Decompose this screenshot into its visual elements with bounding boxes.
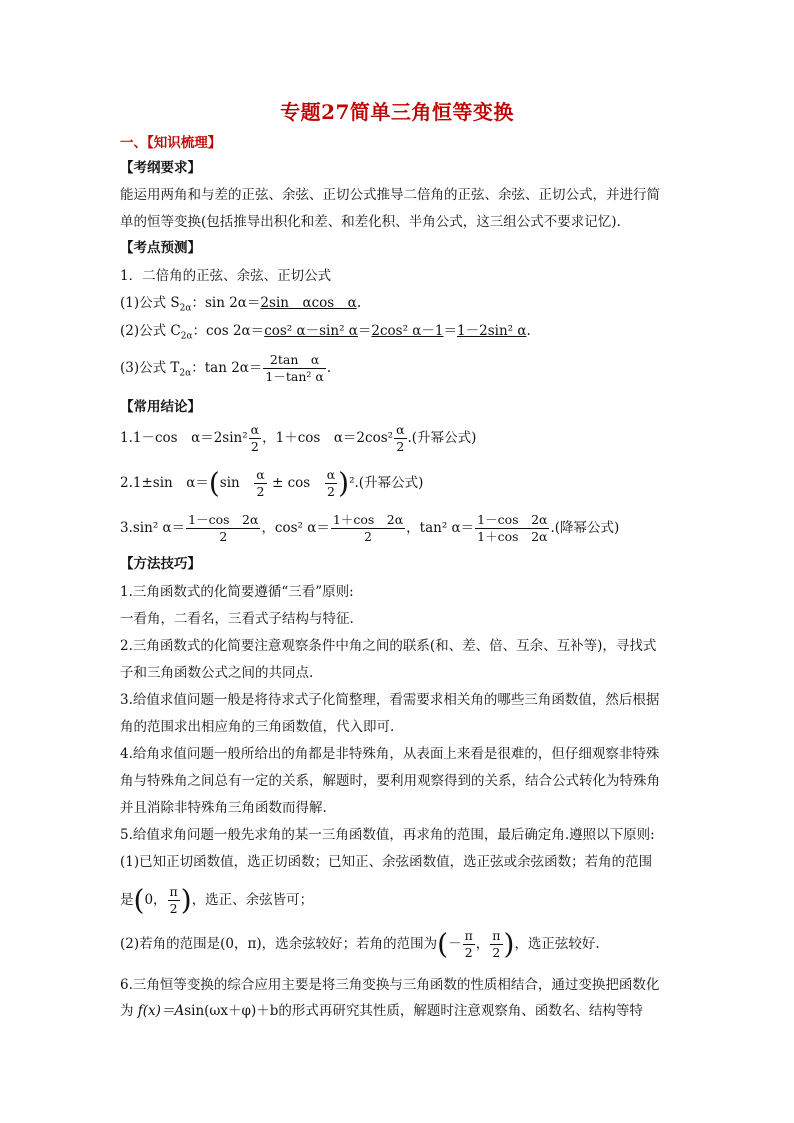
left-paren: ( [208,466,220,500]
formula-text: ，选正弦较好. [514,936,600,952]
page-title: 专题27简单三角恒等变换 [280,100,514,124]
right-paren: ) [338,466,350,500]
formula-text: .(升幂公式) [407,430,477,446]
method-line: 4.给角求值问题一般所给出的角都是非特殊角，从表面上来看是很难的，但仔细观察非特殊 [120,746,660,762]
formula-text: 为 [120,1003,138,1019]
conclusion-1 [120,420,680,456]
fraction-denominator: 2 [464,945,473,960]
formula-text: ：sin 2α＝ [191,295,261,311]
section-heading [120,132,680,154]
right-paren: ) [503,927,515,961]
formula-text: sin(ωx＋φ)＋b [184,1003,279,1019]
formula-blank: 2sin αcos α [260,295,357,311]
formula-text: ，cos² α＝ [261,520,330,536]
left-paren: ( [437,927,449,961]
method-line-6b [120,1000,680,1022]
formula-c2a [120,320,680,348]
formula-text: .(降幂公式) [550,520,620,536]
formula-text: . [326,360,332,376]
method-line: 一看角，二看名，三看式子结构与特征. [120,611,354,627]
formula-text: (1)公式 S [120,295,180,311]
formula-text: － [448,936,462,952]
fraction [325,467,337,500]
fraction [394,422,406,455]
formula-text: . [526,323,531,339]
fraction [463,928,475,961]
fraction [254,467,266,500]
formula-text: 的形式再研究其性质，解题时注意观察角、函数名、结构等特 [278,1003,643,1019]
fraction-denominator: 2 [364,529,372,544]
method-line: 3.给值求值问题一般是将待求式子化简整理，看需要求相关角的哪些三角函数值，然后根据 [120,692,660,708]
fraction-denominator: 2 [396,439,405,454]
method-line: 1.三角函数式的化简要遵循“三看”原则: [120,584,354,600]
formula-subscript: 2α [180,331,193,342]
formula-text: 0， [144,892,167,908]
formula-text: ，选正、余弦皆可； [191,892,314,908]
fraction [331,512,405,545]
fraction [475,512,549,545]
formula-text: sin [219,475,254,491]
formula-blank: 1－2sin² α [457,323,527,339]
formula-text: ：cos 2α＝ [192,323,265,339]
formula-text: ＝ [443,323,458,339]
yuce-line-1: 1．二倍角的正弦、余弦、正切公式 [120,268,332,284]
method-line: 2.三角函数式的化简要注意观察条件中角之间的联系(和、差、倍、互余、互补等)，寻找式 [120,638,657,654]
fraction [186,512,260,545]
conclusion-3 [120,510,680,546]
fraction-numerator: α [250,422,260,437]
formula-blank: 2cos² α－1 [371,323,444,339]
formula-text: ，tan² α＝ [406,520,475,536]
formula-text: ：tan 2α＝ [191,360,263,376]
fraction-numerator: π [464,928,473,943]
formula-text: ＝ [357,323,372,339]
method-line-6a: 6.三角恒等变换的综合应用主要是将三角变换与三角函数的性质相结合，通过变换把函数化 [120,977,660,993]
formula-s2a [120,292,680,320]
fraction [263,352,325,385]
formula-text: . [356,295,362,311]
method-line: 并且消除非特殊角三角函数而得解. [120,800,327,816]
fraction-denominator: 2 [326,484,335,499]
method-range-line [120,882,680,918]
heading-fangfa: 【方法技巧】 [120,556,201,572]
method-range-line-2 [120,926,680,962]
formula-subscript: 2α [179,303,192,314]
fraction [249,422,261,455]
fraction-denominator: 1－tan² α [265,369,324,384]
left-paren: ( [133,883,145,917]
kaogang-line-2: 单的恒等变换(包括推导出积化和差、和差化积、半角公式，这三组公式不要求记忆). [120,214,621,230]
kaogang-line-1: 能运用两角和与差的正弦、余弦、正切公式推导二倍角的正弦、余弦、正切公式，并进行简 [120,187,660,203]
heading-yuce: 【考点预测】 [120,240,201,256]
method-line: 5.给值求角问题一般先求角的某一三角函数值，再求角的范围，最后确定角.遵照以下原则: [120,827,655,843]
fraction-denominator: 2 [219,529,228,544]
fraction-denominator: 2 [250,439,259,454]
fraction-numerator: π [169,884,178,899]
heading-kaogang: 【考纲要求】 [120,160,201,176]
formula-subscript: 2α [179,368,192,379]
method-line: (1)已知正切函数值，选正切函数；已知正、余弦函数值，选正弦或余弦函数；若角的范围 [120,854,653,870]
fraction-numerator: 1＋cos 2α [332,512,404,527]
fraction [168,884,180,917]
fraction-numerator: 1－cos 2α [188,512,259,527]
formula-t2a [120,350,680,392]
heading-jielun: 【常用结论】 [120,399,201,415]
formula-text: (2)公式 C [120,323,181,339]
fraction-denominator: 2 [256,484,265,499]
method-line: 角与特殊角之间总有一定的关系，解题时，要利用观察得到的关系，结合公式转化为特殊角 [120,773,660,789]
fraction [490,928,502,961]
formula-text: ².(升幂公式) [349,475,424,491]
fraction-numerator: α [326,467,336,482]
formula-text: 是 [120,892,134,908]
method-line: 子和三角函数公式之间的共同点. [120,665,314,681]
formula-text: 1.1－cos α＝2sin² [120,430,248,446]
fraction-denominator: 1＋cos 2α [477,529,548,544]
conclusion-2 [120,465,680,501]
formula-text: ± cos [267,475,324,491]
right-paren: ) [180,883,192,917]
fraction-numerator: α [256,467,265,482]
formula-text: ， [475,936,490,952]
section-label: 一、【知识梳理】 [120,135,222,151]
formula-text: ，1＋cos α＝2cos² [262,430,394,446]
formula-italic: f(x)＝A [137,1003,185,1019]
formula-text: (3)公式 T [120,360,180,376]
fraction-denominator: 2 [492,945,501,960]
fraction-numerator: 2tan α [263,352,325,369]
formula-text: (2)若角的范围是(0，π)，选余弦较好；若角的范围为 [120,936,438,952]
fraction-denominator: 2 [169,901,178,916]
fraction-numerator: π [492,928,501,943]
formula-text: 3.sin² α＝ [120,520,186,536]
formula-blank: cos² α－sin² α [264,323,358,339]
fraction-numerator: α [396,422,405,437]
fraction-numerator: 1－cos 2α [477,512,548,527]
formula-text: 2.1±sin α＝ [120,475,209,491]
method-line: 角的范围求出相应角的三角函数值，代入即可. [120,719,395,735]
